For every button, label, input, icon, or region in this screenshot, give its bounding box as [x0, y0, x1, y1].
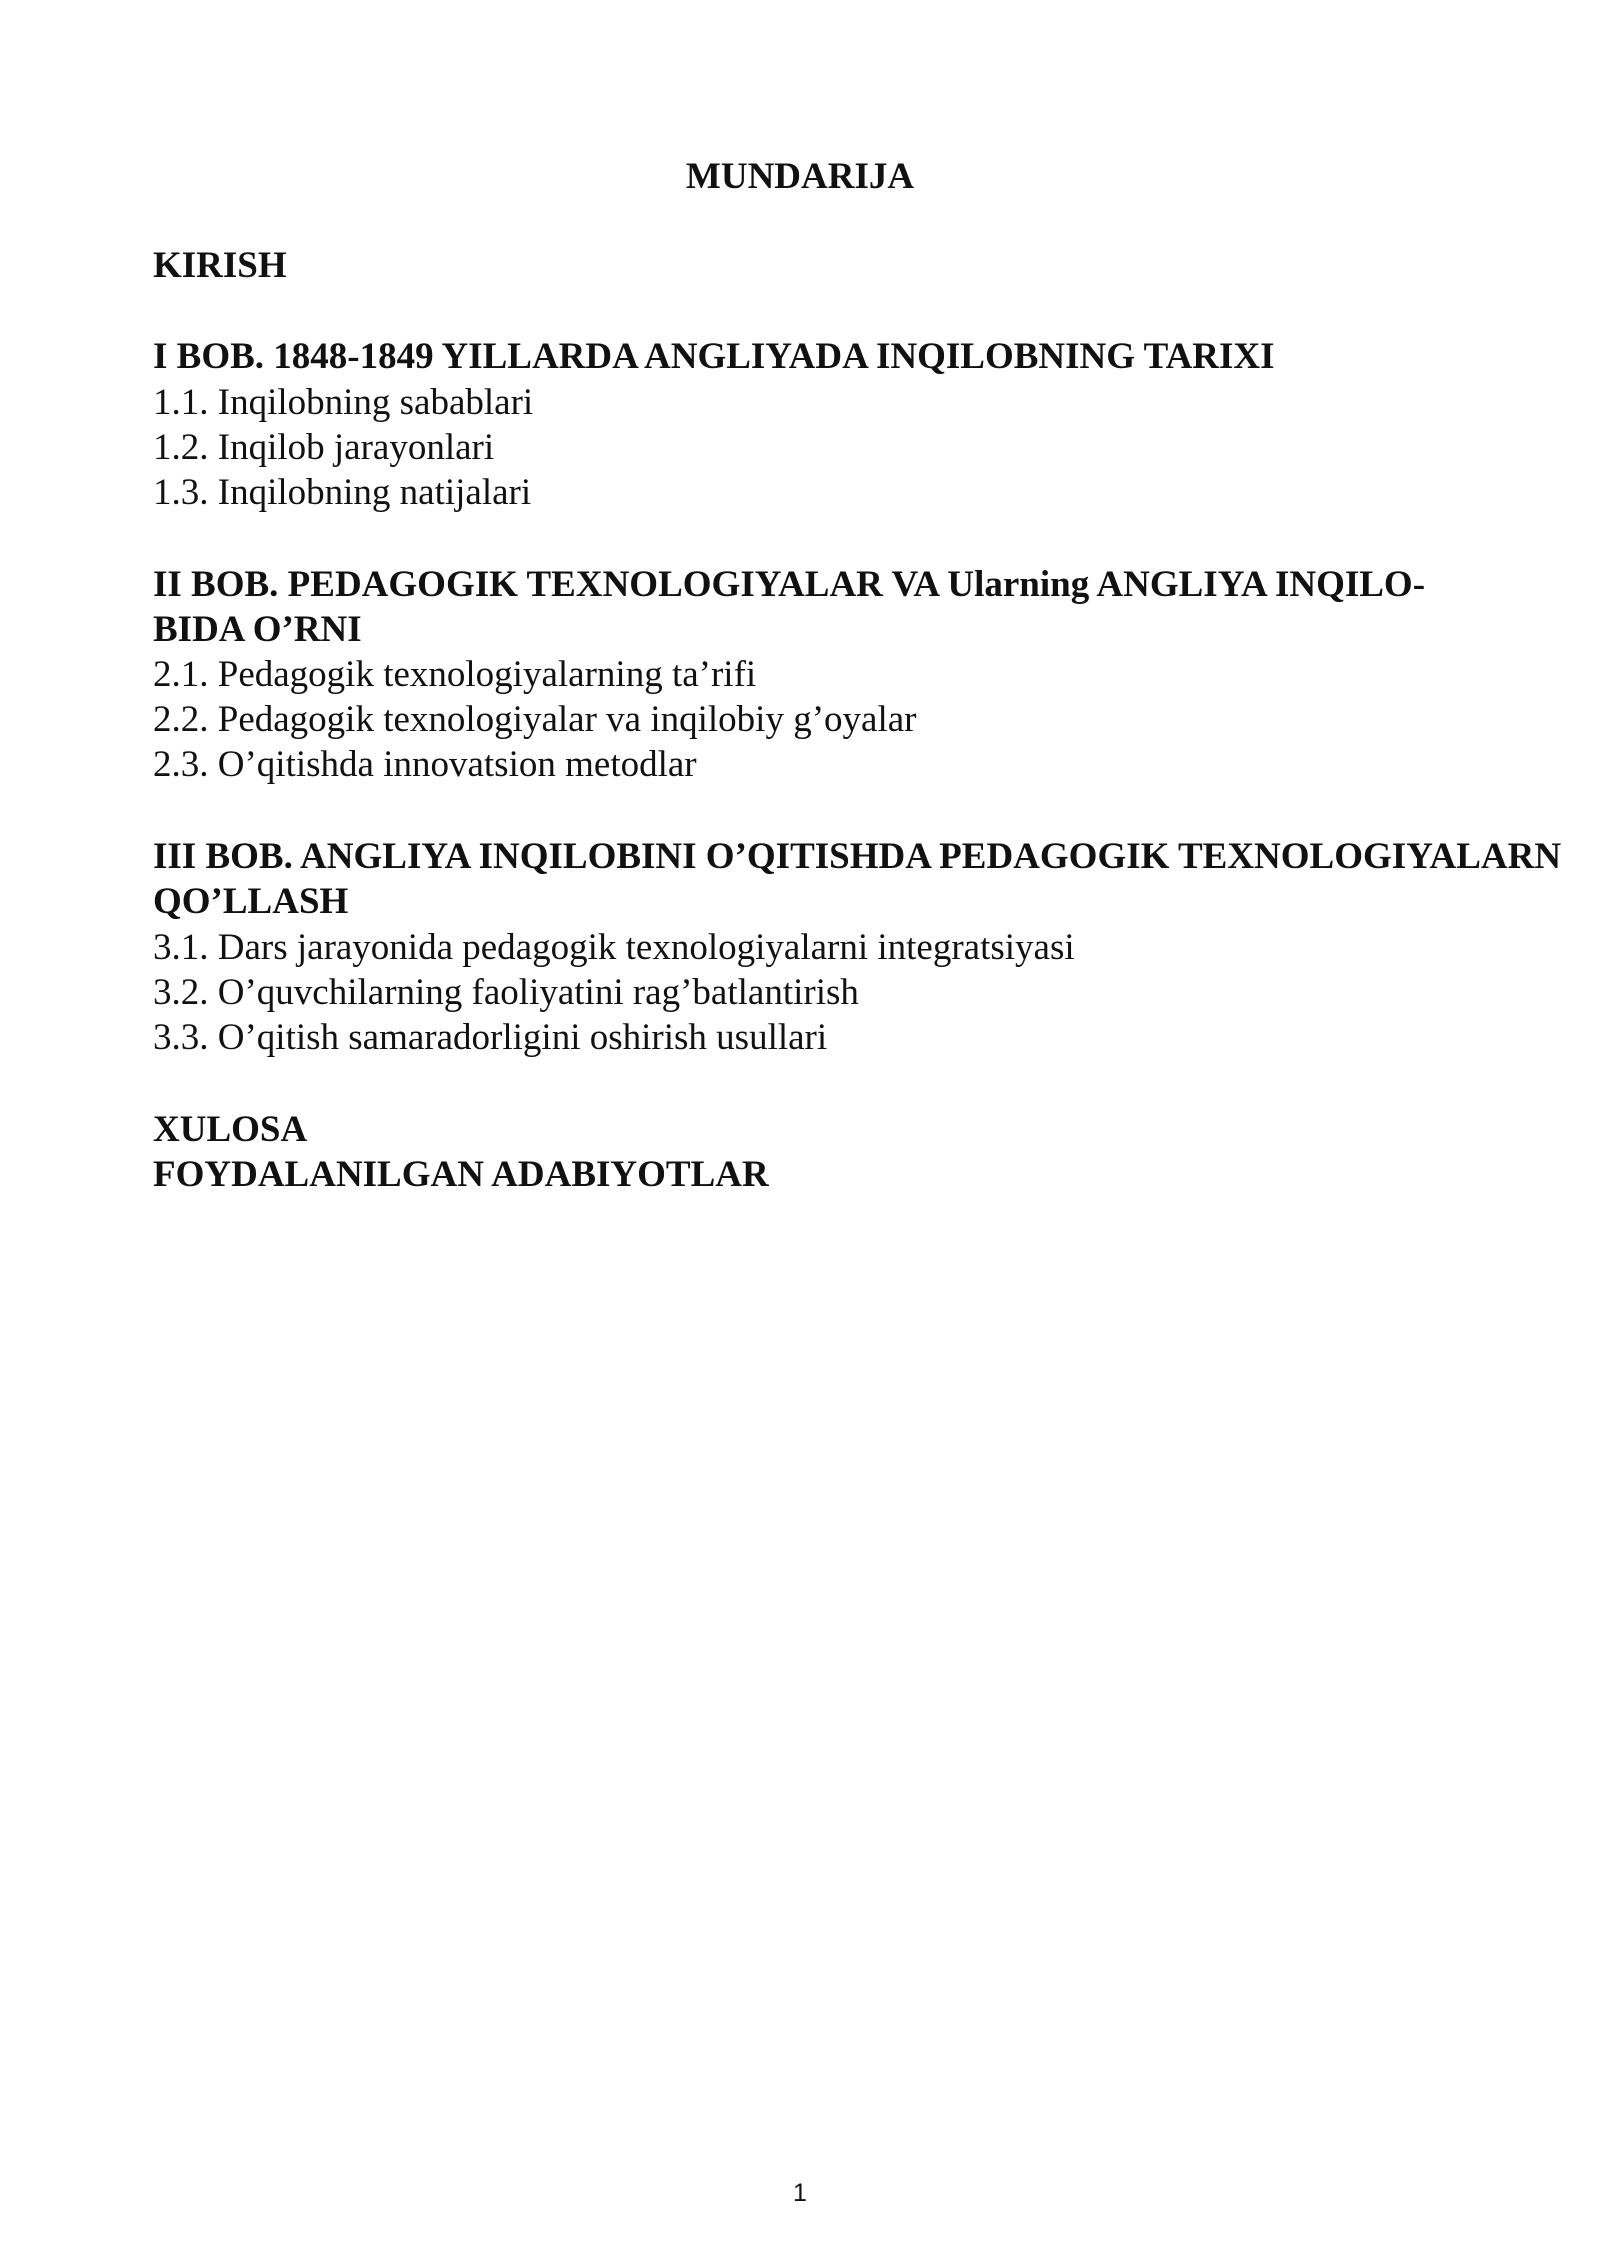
chapter-2-heading-line-2: BIDA O’RNI — [153, 609, 362, 650]
toc-item-1-2: 1.2. Inqilob jarayonlari — [153, 427, 495, 468]
page-title: MUNDARIJA — [685, 156, 915, 197]
chapter-1-heading: I BOB. 1848-1849 YILLARDA ANGLIYADA INQILOBNING TARIXI — [153, 336, 1275, 377]
toc-entry-references: FOYDALANILGAN ADABIYOTLAR — [153, 1154, 769, 1195]
toc-item-1-1: 1.1. Inqilobning sabablari — [153, 382, 534, 423]
toc-item-3-2: 3.2. O’quvchilarning faoliyatini rag’batlantirish — [153, 972, 859, 1013]
toc-item-1-3: 1.3. Inqilobning natijalari — [153, 472, 532, 513]
chapter-2-heading-line-1: II BOB. PEDAGOGIK TEXNOLOGIYALAR VA Ularning ANGLIYA INQILO- — [153, 564, 1426, 605]
chapter-3-heading-line-2: QO’LLASH — [153, 881, 349, 922]
toc-item-2-3: 2.3. O’qitishda innovatsion metodlar — [153, 744, 697, 785]
chapter-3-heading-line-1: III BOB. ANGLIYA INQILOBINI O’QITISHDA PEDAGOGIK TEXNOLOGIYALARN — [153, 836, 1562, 877]
toc-entry-conclusion: XULOSA — [153, 1109, 308, 1150]
toc-item-3-1: 3.1. Dars jarayonida pedagogik texnologiyalarni integratsiyasi — [153, 927, 1075, 968]
toc-entry-introduction: KIRISH — [153, 245, 287, 286]
toc-item-3-3: 3.3. O’qitish samaradorligini oshirish usullari — [153, 1017, 828, 1058]
toc-item-2-1: 2.1. Pedagogik texnologiyalarning ta’rifi — [153, 654, 757, 695]
toc-item-2-2: 2.2. Pedagogik texnologiyalar va inqilobiy g’oyalar — [153, 699, 917, 740]
page-number: 1 — [793, 2179, 807, 2207]
